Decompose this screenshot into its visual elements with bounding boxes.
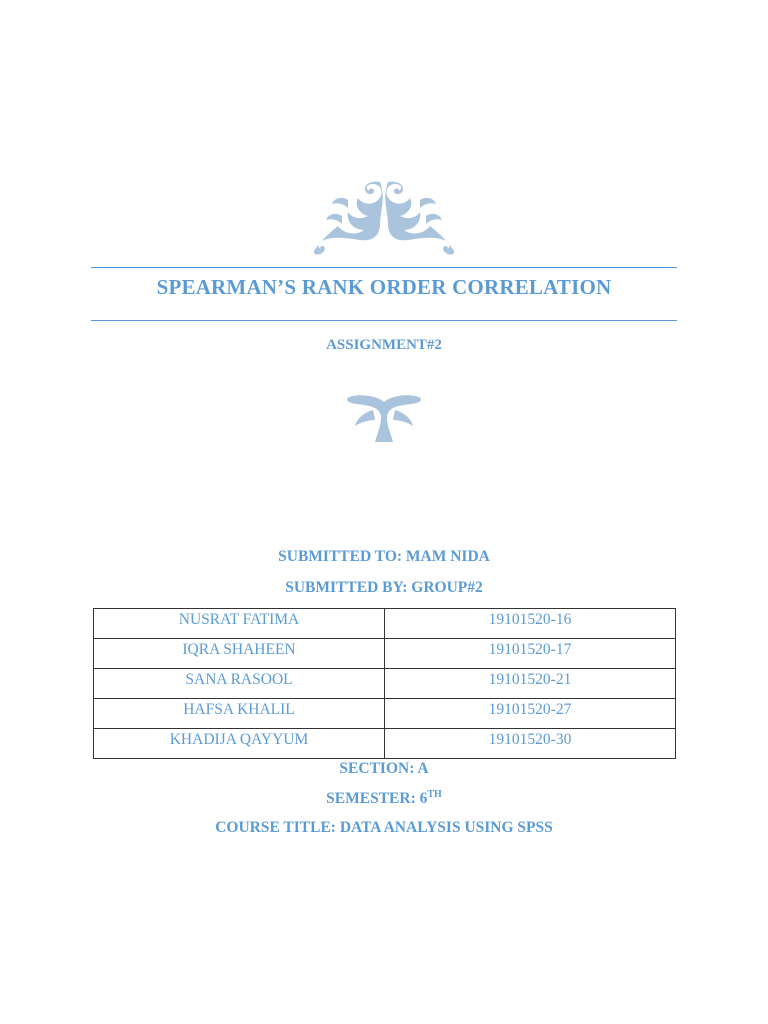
document-title: SPEARMAN’S RANK ORDER CORRELATION [156, 275, 612, 299]
title-top-rule [91, 267, 677, 268]
member-name: SANA RASOOL [94, 669, 385, 699]
table-row [94, 699, 676, 729]
table-row [94, 609, 676, 639]
semester-text: SEMESTER: 6 [326, 790, 428, 807]
member-name: KHADIJA QAYYUM [94, 729, 385, 759]
scroll-flourish-icon [308, 178, 460, 256]
member-id: 19101520-17 [385, 639, 676, 669]
table-row [94, 639, 676, 669]
course-title: COURSE TITLE: DATA ANALYSIS USING SPSS [215, 819, 553, 836]
submitted-to: SUBMITTED TO: MAM NIDA [278, 548, 490, 565]
table-row [94, 669, 676, 699]
assignment-label: ASSIGNMENT#2 [326, 337, 442, 353]
semester-suffix: TH [427, 789, 442, 800]
leaf-flourish-icon [343, 392, 425, 444]
member-id: 19101520-16 [385, 609, 676, 639]
member-id: 19101520-21 [385, 669, 676, 699]
member-name: NUSRAT FATIMA [94, 609, 385, 639]
title-bottom-rule [91, 320, 677, 321]
member-id: 19101520-27 [385, 699, 676, 729]
section-label: SECTION: A [339, 760, 429, 777]
members-table [93, 608, 676, 759]
table-row [94, 729, 676, 759]
semester-label [0, 790, 768, 808]
member-name: HAFSA KHALIL [94, 699, 385, 729]
member-id: 19101520-30 [385, 729, 676, 759]
member-name: IQRA SHAHEEN [94, 639, 385, 669]
submitted-by: SUBMITTED BY: GROUP#2 [285, 579, 483, 596]
